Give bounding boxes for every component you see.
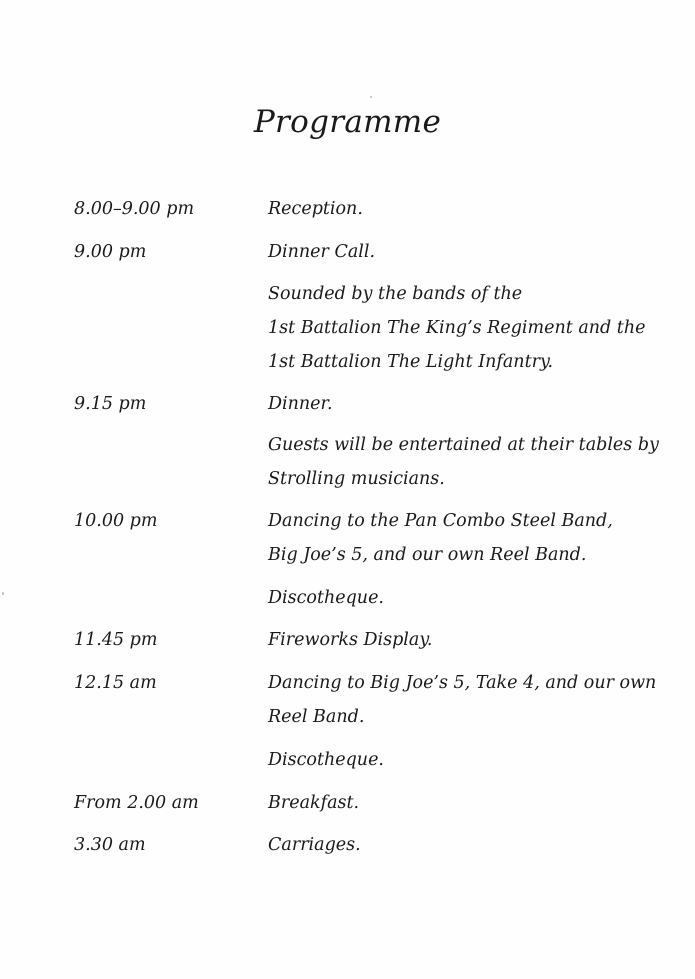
entry-description	[268, 828, 668, 862]
scan-speck	[370, 96, 372, 98]
entry-description	[268, 581, 668, 615]
entry-line: 1st Battalion The Light Infantry.	[268, 352, 554, 372]
entry-line: Carriages.	[268, 835, 361, 855]
entry-description	[268, 387, 668, 421]
page-title: Programme	[253, 104, 442, 140]
entry-line: Dancing to the Pan Combo Steel Band,	[268, 511, 613, 531]
entry-line: Sounded by the bands of the	[268, 284, 523, 304]
entry-time: 3.30 am	[74, 835, 146, 855]
entry-description	[268, 743, 668, 777]
entry-description	[268, 428, 668, 496]
entry-line: Discotheque.	[268, 588, 384, 608]
entry-line: Breakfast.	[268, 793, 360, 813]
entry-description	[268, 192, 668, 226]
entry-line: Dinner.	[268, 394, 333, 414]
entry-line: Discotheque.	[268, 750, 384, 770]
entry-time: 10.00 pm	[74, 511, 158, 531]
entry-line: 1st Battalion The King’s Regiment and the	[268, 318, 646, 338]
entry-description	[268, 786, 668, 820]
entry-time: From 2.00 am	[74, 793, 199, 813]
entry-line: Dinner Call.	[268, 242, 376, 262]
entry-description	[268, 666, 668, 734]
entry-time: 9.00 pm	[74, 242, 147, 262]
entry-line: Reception.	[268, 199, 363, 219]
entry-line: Strolling musicians.	[268, 469, 445, 489]
entry-time: 11.45 pm	[74, 630, 158, 650]
entry-description	[268, 277, 668, 379]
entry-time: 8.00–9.00 pm	[74, 199, 195, 219]
entry-description	[268, 623, 668, 657]
scan-speck	[2, 592, 4, 595]
entry-description	[268, 504, 668, 572]
entry-time: 9.15 pm	[74, 394, 147, 414]
entry-line: Big Joe’s 5, and our own Reel Band.	[268, 545, 587, 565]
entry-time: 12.15 am	[74, 673, 157, 693]
entry-description	[268, 235, 668, 269]
entry-line: Guests will be entertained at their tables by	[268, 435, 659, 455]
entry-line: Fireworks Display.	[268, 630, 433, 650]
entry-line: Dancing to Big Joe’s 5, Take 4, and our own	[268, 673, 657, 693]
entry-line: Reel Band.	[268, 707, 365, 727]
